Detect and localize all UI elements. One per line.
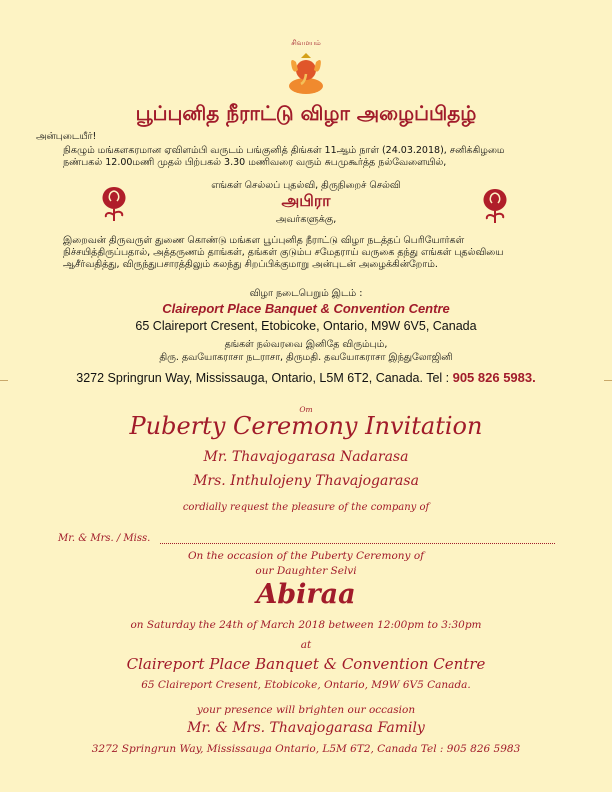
guest-name-line [160, 543, 555, 544]
tamil-para2-line2: நிச்சயித்திருப்பதால், அத்தருணம் தாங்கள், தங்கள் குடும்ப சமேதராய் வருகை தந்து எங்கள் புதல்வியை [63, 247, 504, 258]
tamil-daughter-intro: எங்கள் செல்லப் புதல்வி, திருநிறைச் செல்வி [211, 180, 401, 191]
tamil-greeting: அன்புடையீர்! [36, 131, 97, 142]
occasion-line1: On the occasion of the Puberty Ceremony of [187, 550, 425, 562]
english-datetime: on Saturday the 24th of March 2018 between 12:00pm to 3:30pm [130, 619, 482, 631]
english-venue-name: Claireport Place Banquet & Convention Centre [126, 655, 486, 673]
tamil-welcome-line: தங்கள் நல்வரவை இனிதே விரும்பும், [224, 339, 388, 350]
english-host2: Mrs. Inthulojeny Thavajogarasa [193, 473, 419, 489]
english-om: Om [299, 405, 313, 414]
tamil-for-her: அவர்களுக்கு, [275, 214, 337, 225]
tamil-venue-label: விழா நடைபெறும் இடம் : [249, 288, 363, 299]
english-name: Abiraa [256, 579, 356, 610]
tamil-title: பூப்புனித நீராட்டு விழா அழைப்பிதழ் [135, 101, 477, 125]
tamil-host-address: 3272 Springrun Way, Mississauga, Ontario, L5M 6T2, Canada. Tel : [76, 371, 453, 385]
english-venue-address: 65 Claireport Cresent, Etobicoke, Ontario, M9W 6V5 Canada. [141, 679, 471, 691]
rose-icon [478, 185, 512, 225]
rose-icon [97, 183, 131, 223]
tamil-venue-address: 65 Claireport Cresent, Etobicoke, Ontario, M9W 6V5, Canada [135, 319, 477, 333]
english-family-address: 3272 Springrun Way, Mississauga Ontario, L5M 6T2, Canada Tel : 905 826 5983 [91, 743, 521, 755]
tamil-para1-line2: நண்பகல் 12.00மணி முதல் பிற்பகல் 3.30 மணிவரை வரும் சுபமுகூர்த்த நல்வேளையில், [63, 157, 447, 168]
tamil-hosts: திரு. தவயோகராசா நடராசா, திருமதி. தவயோகராசா இந்துலோஜினி [159, 352, 453, 363]
om-label: சிவமயம் [291, 39, 321, 47]
guest-label: Mr. & Mrs. / Miss. [58, 533, 151, 544]
english-family: Mr. & Mrs. Thavajogarasa Family [187, 720, 425, 736]
tamil-daughter-name: அபிரா [281, 191, 331, 210]
tamil-para1-line1: நிகழும் மங்களகரமான ஏவிளம்பி வருடம் பங்குனித் திங்கள் 11ஆம் நாள் (24.03.2018), சனிக்கிழமை [63, 145, 505, 156]
ganesha-icon [283, 52, 329, 98]
english-title: Puberty Ceremony Invitation [129, 412, 483, 440]
tamil-para2-line1: இறைவன் திருவருள் துணை கொண்டு மங்கள பூப்புனித நீராட்டு விழா நடத்தப் பெரியோர்கள் [63, 235, 465, 246]
english-presence: your presence will brighten our occasion [196, 704, 416, 716]
tamil-host-address-line [0, 370, 612, 385]
english-request: cordially request the pleasure of the company of [182, 502, 430, 513]
english-host1: Mr. Thavajogarasa Nadarasa [203, 449, 409, 465]
english-at: at [300, 639, 312, 651]
tamil-host-phone: 905 826 5983. [452, 370, 536, 385]
tamil-para2-line3: ஆசீர்வதித்து, விருந்துபசாரத்திலும் கலந்து சிறப்பிக்குமாறு அன்புடன் அழைக்கின்றோம். [63, 259, 438, 270]
tamil-venue-name: Claireport Place Banquet & Convention Centre [162, 301, 450, 316]
occasion-line2: our Daughter Selvi [255, 565, 357, 577]
